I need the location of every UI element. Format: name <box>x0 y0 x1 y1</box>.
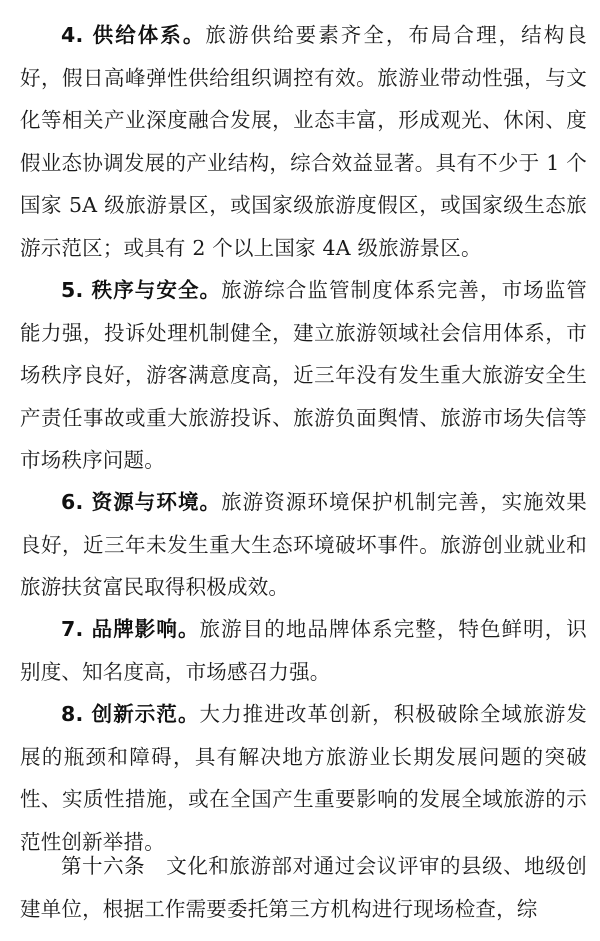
paragraph-heading: 7. 品牌影响。 <box>61 617 200 641</box>
paragraph-innovation-demonstration <box>20 693 587 863</box>
paragraph-body: 旅游目的地品牌体系完整，特色鲜明，识别度、知名度高，市场感召力强。 <box>20 617 587 684</box>
paragraph-heading: 8. 创新示范。 <box>61 702 200 726</box>
paragraph-heading: 4. 供给体系。 <box>61 23 206 47</box>
paragraph-order-and-safety <box>20 269 587 482</box>
paragraph-body: 旅游综合监管制度体系完善，市场监管能力强，投诉处理机制健全，建立旅游领域社会信用体系，市场秩序良好，游客满意度高，近三年没有发生重大旅游安全生产责任事故或重大旅游投诉、旅游负面舆情、旅游市场失信等市场秩序问题。 <box>20 278 587 472</box>
article-number: 第十六条 <box>61 854 146 878</box>
paragraph-supply-system <box>20 14 587 269</box>
paragraph-body: 大力推进改革创新，积极破除全域旅游发展的瓶颈和障碍，具有解决地方旅游业长期发展问题的突破性、实质性措施，或在全国产生重要影响的发展全域旅游的示范性创新举措。 <box>20 702 587 854</box>
paragraph-heading: 5. 秩序与安全。 <box>61 278 222 302</box>
paragraph-body: 旅游供给要素齐全，布局合理，结构良好，假日高峰弹性供给组织调控有效。旅游业带动性强，与文化等相关产业深度融合发展，业态丰富，形成观光、休闲、度假业态协调发展的产业结构，综合效益显著。具有不少于 1 个国家 5A 级旅游景区，或国家级旅游度假区，或国家级生态旅游示范区；或具有 2 个以上国家 4A 级旅游景区。 <box>20 23 587 260</box>
paragraph-resources-and-environment <box>20 481 587 609</box>
paragraph-brand-influence <box>20 608 587 693</box>
paragraph-body: 旅游资源环境保护机制完善，实施效果良好，近三年未发生重大生态环境破坏事件。旅游创业就业和旅游扶贫富民取得积极成效。 <box>20 490 587 599</box>
paragraph-article-16 <box>20 845 587 930</box>
paragraph-body: 文化和旅游部对通过会议评审的县级、地级创建单位，根据工作需要委托第三方机构进行现场检查，综 <box>20 854 587 921</box>
paragraph-heading: 6. 资源与环境。 <box>61 490 222 514</box>
